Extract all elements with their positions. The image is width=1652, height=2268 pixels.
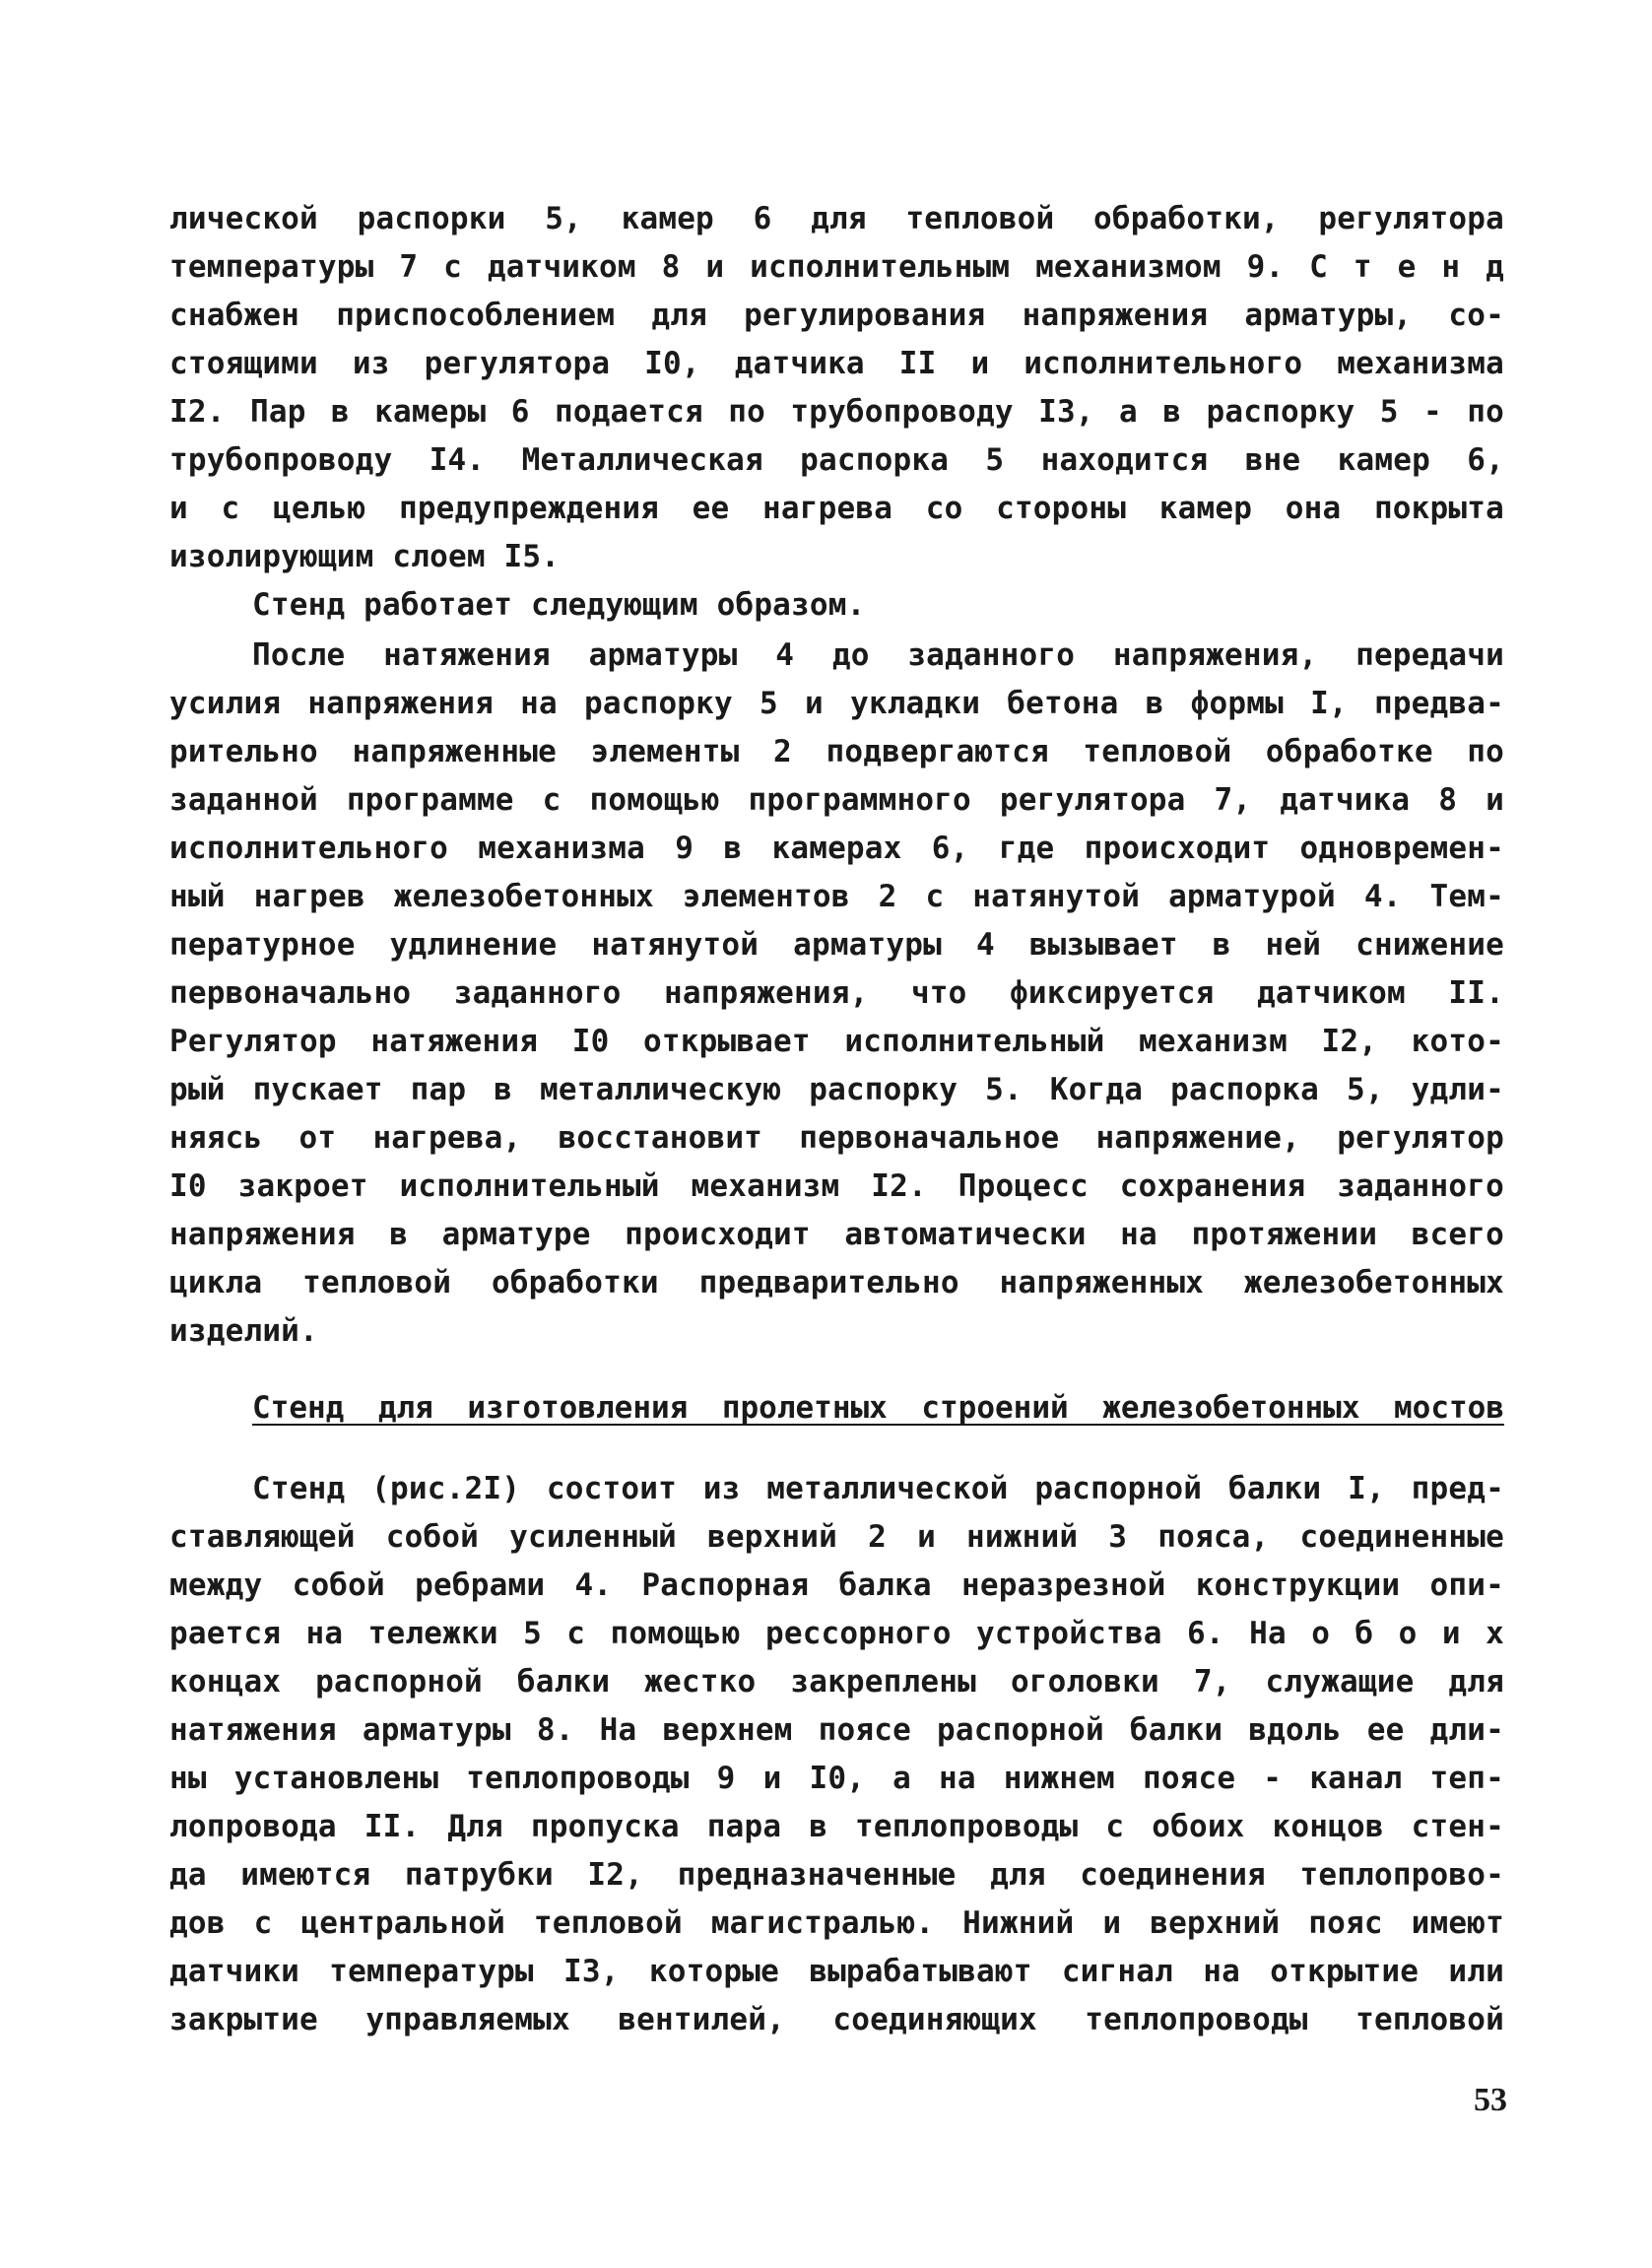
text-line: заданной программе с помощью программного регулятора 7, датчика 8 и [169,782,1504,818]
section-heading: Стенд для изготовления пролетных строений железобетонных мостов [252,1390,1504,1426]
text-line: закрытие управляемых вентилей, соединяющих теплопроводы тепловой [169,2002,1504,2037]
text-line: Стенд (рис.2I) состоит из металлической распорной балки I, пред- [252,1471,1504,1506]
text-line: Регулятор натяжения I0 открывает исполнительный механизм I2, кото- [169,1024,1504,1059]
text-line: ный нагрев железобетонных элементов 2 с натянутой арматурой 4. Тем- [169,879,1504,914]
text-line: Стенд работает следующим образом. [252,587,866,623]
text-line: температуры 7 с датчиком 8 и исполнительным механизмом 9. С т е н д [169,249,1504,285]
text-line: I0 закроет исполнительный механизм I2. Процесс сохранения заданного [169,1168,1504,1204]
text-line: усилия напряжения на распорку 5 и укладки бетона в формы I, предва- [169,686,1504,721]
text-line: первоначально заданного напряжения, что фиксируется датчиком II. [169,975,1504,1011]
text-line: дов с центральной тепловой магистралью. Нижний и верхний пояс имеют [169,1905,1504,1941]
text-line: лопровода II. Для пропуска пара в теплопроводы с обоих концов стен- [169,1809,1504,1844]
text-line: После натяжения арматуры 4 до заданного напряжения, передачи [252,637,1504,673]
text-line: стоящими из регулятора I0, датчика II и исполнительного механизма [169,346,1504,381]
page-number: 53 [1474,2082,1507,2118]
text-line: ны установлены теплопроводы 9 и I0, а на нижнем поясе - канал теп- [169,1761,1504,1796]
text-line: изделий. [169,1313,318,1349]
text-line: натяжения арматуры 8. На верхнем поясе распорной балки вдоль ее дли- [169,1712,1504,1748]
text-line: I2. Пар в камеры 6 подается по трубопроводу I3, а в распорку 5 - по [169,394,1504,430]
text-line: цикла тепловой обработки предварительно напряженных железобетонных [169,1265,1504,1301]
text-line: концах распорной балки жестко закреплены оголовки 7, служащие для [169,1664,1504,1700]
text-line: да имеются патрубки I2, предназначенные для соединения теплопрово- [169,1857,1504,1893]
text-line: пературное удлинение натянутой арматуры 4 вызывает в ней снижение [169,927,1504,963]
text-line: рается на тележки 5 с помощью рессорного устройства 6. На о б о и х [169,1616,1504,1651]
text-line: рительно напряженные элементы 2 подвергаются тепловой обработке по [169,734,1504,769]
text-line: датчики температуры I3, которые вырабатывают сигнал на открытие или [169,1954,1504,1989]
text-line: между собой ребрами 4. Распорная балка неразрезной конструкции опи- [169,1568,1504,1603]
text-line: снабжен приспособлением для регулирования напряжения арматуры, со- [169,298,1504,333]
text-line: напряжения в арматуре происходит автоматически на протяжении всего [169,1217,1504,1252]
text-line: ставляющей собой усиленный верхний 2 и нижний 3 пояса, соединенные [169,1519,1504,1555]
text-line: трубопроводу I4. Металлическая распорка 5 находится вне камер 6, [169,442,1504,478]
text-line: и с целью предупреждения ее нагрева со стороны камер она покрыта [169,491,1504,526]
text-line: исполнительного механизма 9 в камерах 6, где происходит одновремен- [169,831,1504,866]
text-line: рый пускает пар в металлическую распорку 5. Когда распорка 5, удли- [169,1072,1504,1107]
text-line: лической распорки 5, камер 6 для тепловой обработки, регулятора [169,201,1504,236]
text-line: изолирующим слоем I5. [169,539,561,574]
text-line: няясь от нагрева, восстановит первоначальное напряжение, регулятор [169,1120,1504,1156]
